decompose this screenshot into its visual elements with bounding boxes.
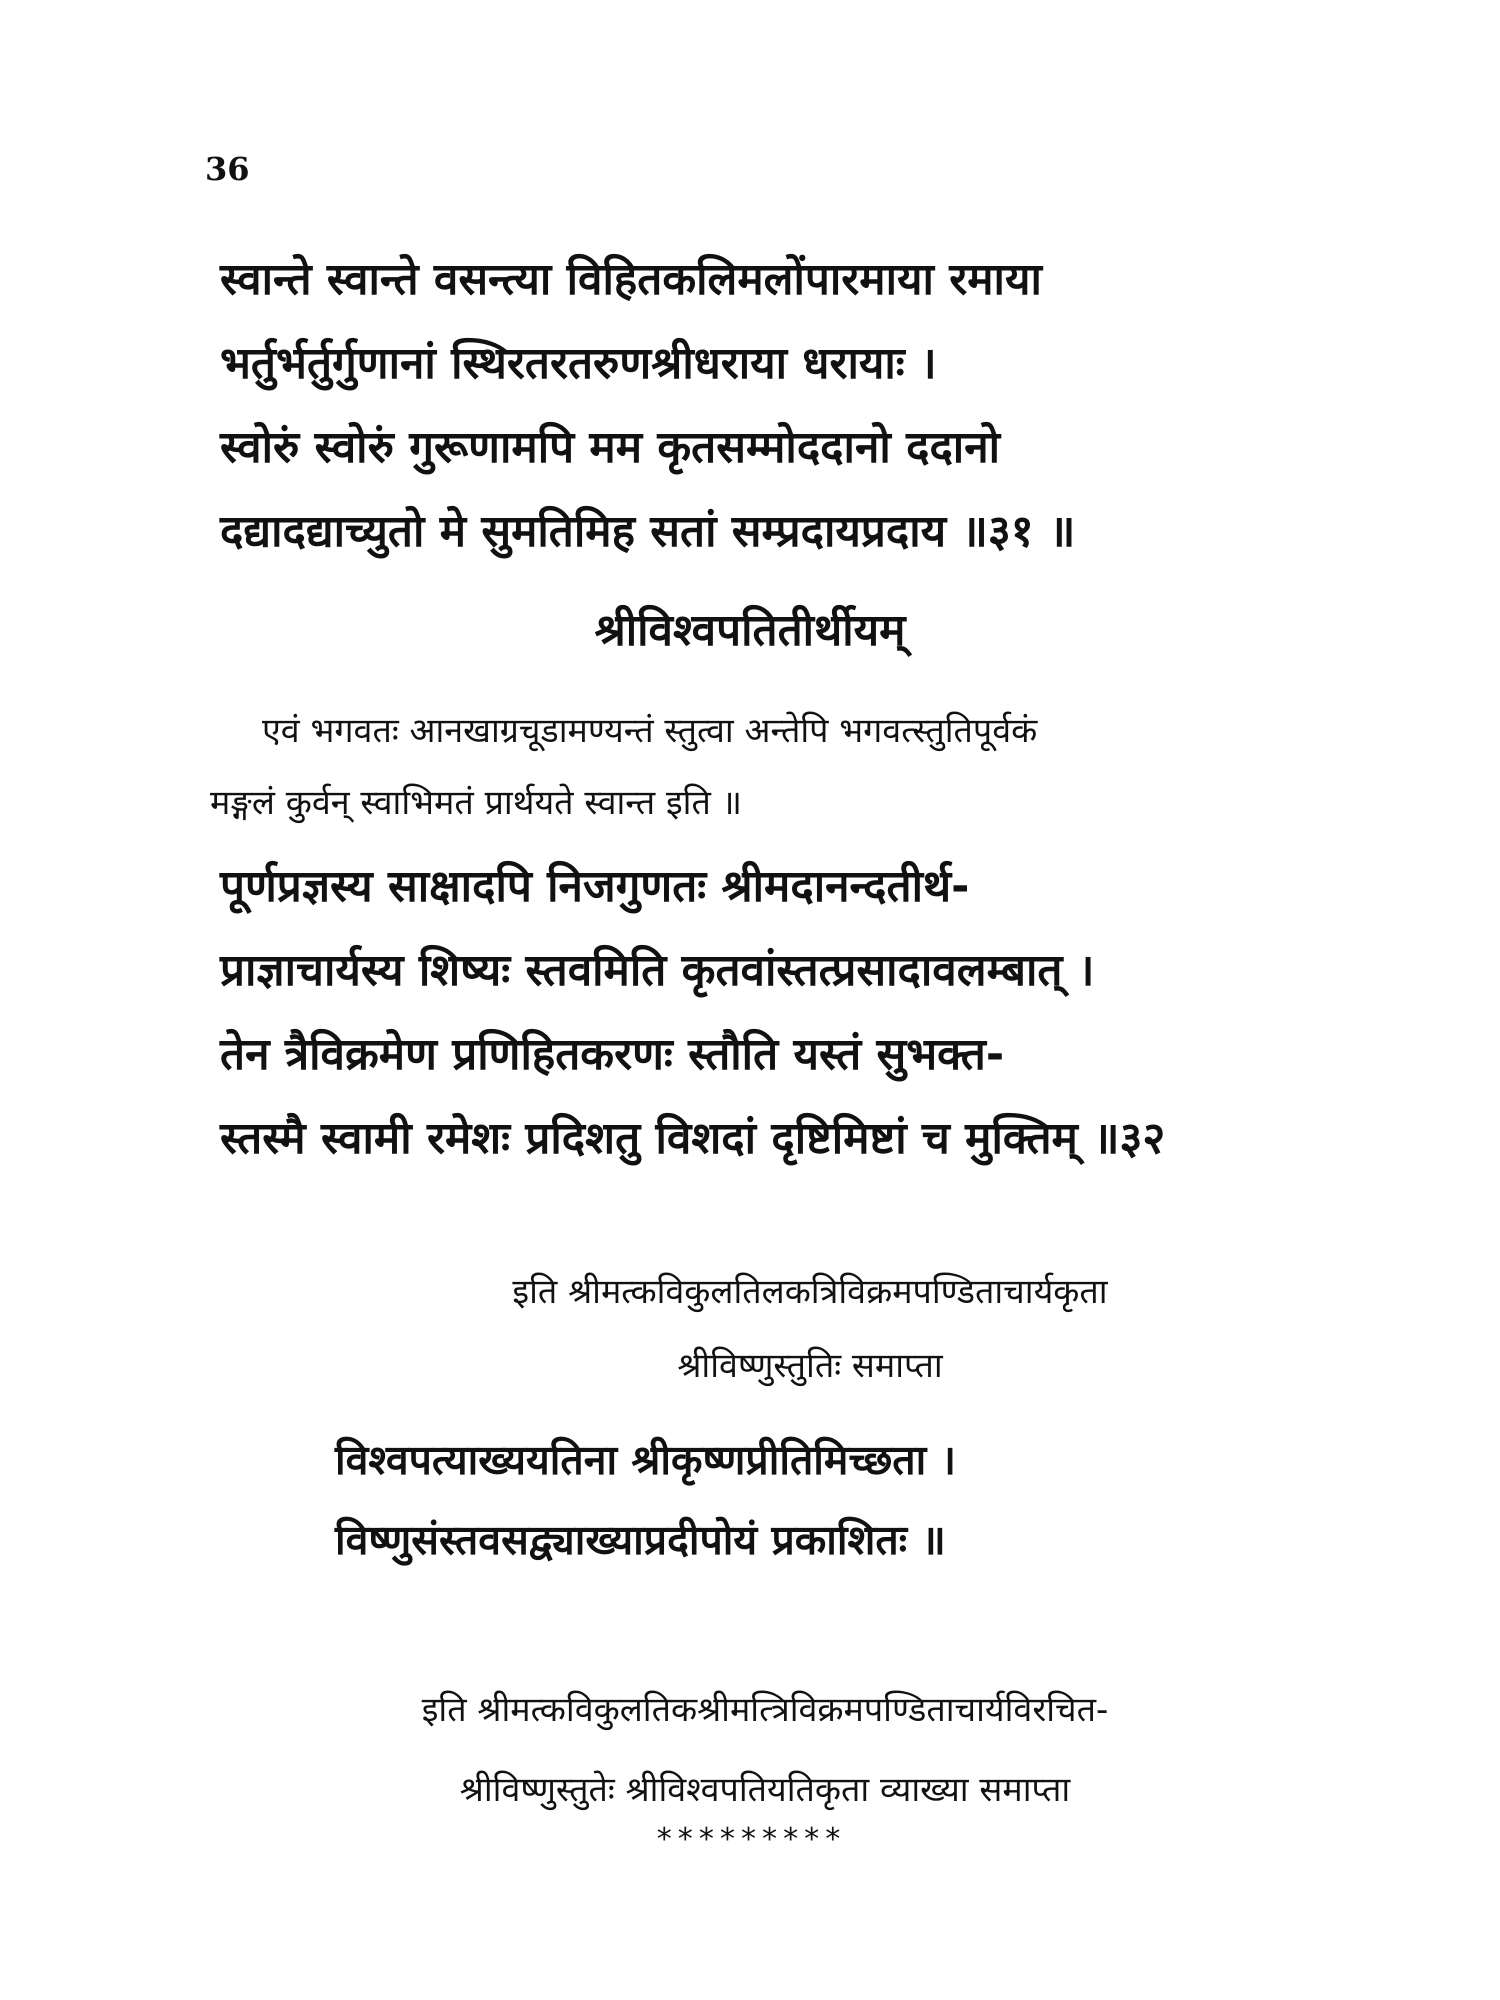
verse-31-line-2: भर्तुर्भर्तुर्गुणानां स्थिरतरतरुणश्रीधराया धरायाः । bbox=[220, 338, 937, 389]
page-number: 36 bbox=[205, 150, 250, 188]
colophon-commentary-line-1: इति श्रीमत्कविकुलतिकश्रीमत्त्रिविक्रमपण्डिताचार्यविरचित- bbox=[421, 1690, 1109, 1730]
verse-32-line-2: प्राज्ञाचार्यस्य शिष्यः स्तवमिति कृतवांस्तत्प्रसादावलम्बात् । bbox=[220, 945, 1095, 996]
commentary-line-2: मङ्गलं कुर्वन् स्वाभिमतं प्रार्थयते स्वान्त इति ॥ bbox=[210, 783, 743, 823]
verse-32-line-1: पूर्णप्रज्ञस्य साक्षादपि निजगुणतः श्रीमदानन्दतीर्थ- bbox=[220, 861, 970, 912]
commentary bbox=[210, 695, 1037, 839]
verse-32-line-4: स्तस्मै स्वामी रमेशः प्रदिशतु विशदां दृष्टिमिष्टां च मुक्तिम् ॥३२ bbox=[220, 1113, 1166, 1164]
colophon-stuti-line-2: श्रीविष्णुस्तुतिः समाप्ता bbox=[677, 1346, 943, 1386]
verse-31-line-4: दद्यादद्याच्युतो मे सुमतिमिह सतां सम्प्रदायप्रदाय ॥३१ ॥ bbox=[220, 506, 1076, 557]
colophon-commentary bbox=[0, 1670, 1500, 1830]
colophon-commentary-line-2: श्रीविष्णुस्तुतेः श्रीविश्वपतियतिकृता व्याख्या समाप्ता bbox=[459, 1770, 1071, 1810]
publisher-verse-line-2: विष्णुसंस्तवसद्व्याख्याप्रदीपोयं प्रकाशितः ॥ bbox=[335, 1516, 946, 1564]
verse-31-line-1: स्वान्ते स्वान्ते वसन्त्या विहितकलिमलोंपारमाया रमाया bbox=[220, 254, 1042, 305]
verse-32 bbox=[220, 845, 1165, 1181]
commentary-line-1: एवं भगवतः आनखाग्रचूडामण्यन्तं स्तुत्वा अन्तेपि भगवत्स्तुतिपूर्वकं bbox=[262, 711, 1038, 751]
colophon-stuti-line-1: इति श्रीमत्कविकुलतिलकत्रिविक्रमपण्डिताचार्यकृता bbox=[512, 1272, 1108, 1312]
section-heading: श्रीविश्वपतितीर्थीयम् bbox=[594, 605, 906, 656]
verse-31 bbox=[220, 238, 1075, 574]
colophon-stuti bbox=[0, 1255, 1500, 1403]
end-marker: ********* bbox=[655, 1822, 845, 1857]
publisher-verse bbox=[335, 1420, 956, 1580]
verse-32-line-3: तेन त्रैविक्रमेण प्रणिहितकरणः स्तौति यस्तं सुभक्त- bbox=[220, 1029, 1005, 1080]
publisher-verse-line-1: विश्वपत्याख्ययतिना श्रीकृष्णप्रीतिमिच्छता । bbox=[335, 1436, 957, 1484]
verse-31-line-3: स्वोरुं स्वोरुं गुरूणामपि मम कृतसम्मोददानो ददानो bbox=[220, 422, 1001, 473]
